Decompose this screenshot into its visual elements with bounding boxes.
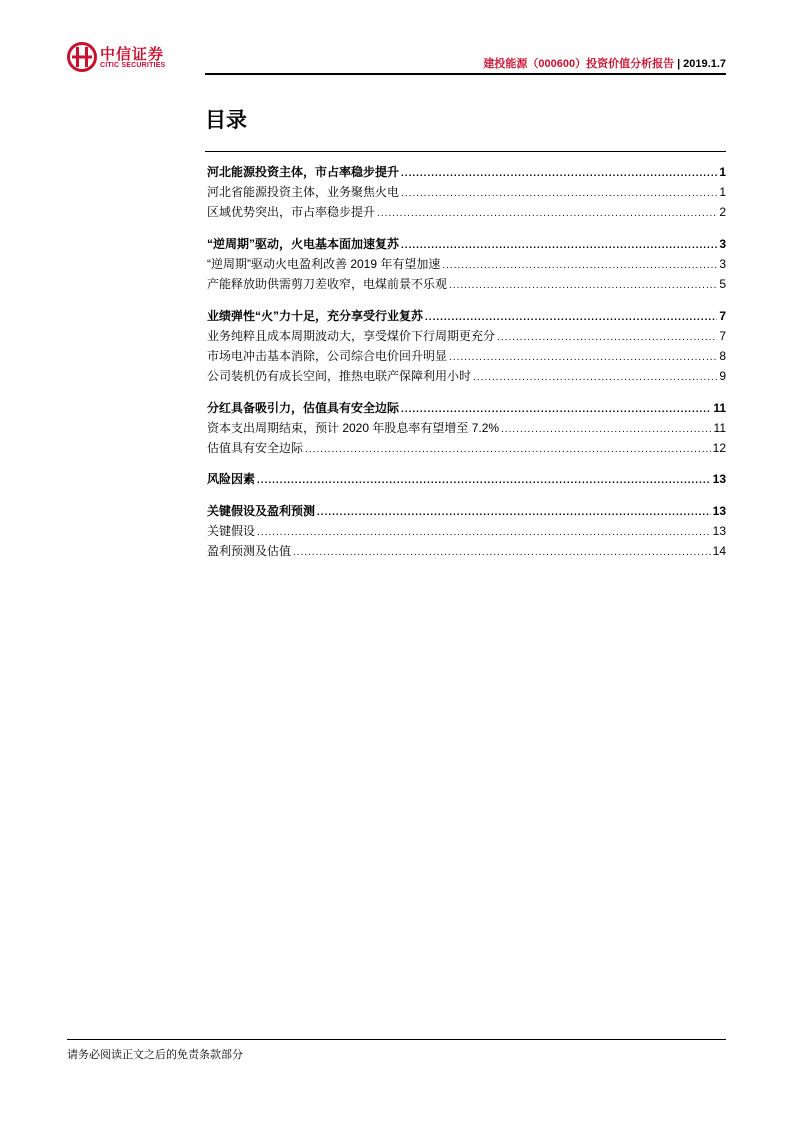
citic-logo-icon (67, 42, 97, 72)
toc-entry-page: 11 (713, 421, 726, 435)
toc-entry-title: 分红具备吸引力，估值具有安全边际 (207, 401, 400, 415)
toc-section-heading[interactable] (207, 234, 726, 254)
dot-leader (305, 440, 711, 460)
toc-entry-page: 3 (719, 257, 726, 271)
toc-subentry[interactable] (207, 182, 726, 202)
toc-section-heading[interactable] (207, 398, 726, 418)
toc-entry-page: 1 (719, 185, 726, 199)
toc-entry-title: 河北能源投资主体，市占率稳步提升 (207, 165, 400, 179)
toc-section (207, 469, 726, 489)
toc-entry-page: 12 (712, 441, 726, 455)
toc-subentry[interactable] (207, 418, 726, 438)
toc-entry-page: 1 (719, 165, 726, 179)
toc-entry-page: 7 (719, 309, 726, 323)
dot-leader (449, 276, 717, 296)
toc-section (207, 234, 726, 294)
dot-leader (501, 420, 711, 440)
toc-entry-page: 9 (719, 369, 726, 383)
toc-entry-page: 11 (713, 401, 726, 415)
report-date: 2019.1.7 (683, 58, 726, 70)
toc-entry-title: 区域优势突出，市占率稳步提升 (207, 205, 376, 219)
dot-leader (257, 471, 711, 491)
toc-entry-page: 3 (719, 237, 726, 251)
logo-english-name: CITIC SECURITIES (100, 62, 166, 69)
dot-leader (293, 543, 711, 563)
dot-leader (449, 348, 717, 368)
toc-section (207, 306, 726, 386)
toc-entry-title: 关键假设及盈利预测 (207, 504, 316, 518)
toc-title-rule (205, 151, 726, 152)
toc-entry-page: 2 (719, 205, 726, 219)
toc-section-heading[interactable] (207, 162, 726, 182)
toc-title: 目录 (205, 109, 247, 132)
toc-section (207, 162, 726, 222)
toc-entry-page: 7 (719, 329, 726, 343)
toc-subentry[interactable] (207, 521, 726, 541)
toc-entry-title: “逆周期”驱动火电盈利改善 2019 年有望加速 (207, 257, 441, 271)
dot-leader (401, 164, 717, 184)
dot-leader (497, 328, 717, 348)
toc-entry-title: 估值具有安全边际 (207, 441, 304, 455)
toc-entry-title: 业务纯粹且成本周期波动大，享受煤价下行周期更充分 (207, 329, 496, 343)
dot-leader (317, 503, 711, 523)
dot-leader (473, 368, 717, 388)
toc-entry-page: 8 (719, 349, 726, 363)
toc-subentry[interactable] (207, 346, 726, 366)
dot-leader (377, 204, 717, 224)
footer-disclaimer: 请务必阅读正文之后的免责条款部分 (67, 1049, 243, 1061)
citic-logo (67, 40, 187, 76)
toc-entry-title: 盈利预测及估值 (207, 544, 292, 558)
toc-subentry[interactable] (207, 541, 726, 561)
header-rule (205, 73, 726, 75)
toc-subentry[interactable] (207, 366, 726, 386)
dot-leader (401, 236, 717, 256)
toc-entry-page: 14 (712, 544, 726, 558)
toc-entry-page: 13 (712, 524, 726, 538)
toc-subentry[interactable] (207, 326, 726, 346)
toc-entry-title: 产能释放助供需剪刀差收窄，电煤前景不乐观 (207, 277, 448, 291)
toc-subentry[interactable] (207, 202, 726, 222)
toc-entry-title: 市场电冲击基本消除，公司综合电价回升明显 (207, 349, 448, 363)
logo-chinese-name: 中信证券 (100, 46, 165, 63)
dot-leader (401, 400, 711, 420)
header-separator: | (677, 58, 681, 70)
footer-rule (67, 1039, 726, 1040)
dot-leader (425, 308, 717, 328)
toc-section (207, 501, 726, 561)
toc-entry-title: 风险因素 (207, 472, 256, 486)
toc-entry-page: 5 (719, 277, 726, 291)
report-title: 建投能源（000600）投资价值分析报告 (483, 58, 675, 70)
toc-entry-title: 业绩弹性“火”力十足，充分享受行业复苏 (207, 309, 424, 323)
dot-leader (401, 184, 717, 204)
toc-section (207, 398, 726, 458)
toc-section-heading[interactable] (207, 501, 726, 521)
toc-entry-page: 13 (712, 472, 726, 486)
toc-section-heading[interactable] (207, 306, 726, 326)
toc-entry-title: 关键假设 (207, 524, 256, 538)
dot-leader (257, 523, 711, 543)
toc-entry-title: 河北省能源投资主体，业务聚焦火电 (207, 185, 400, 199)
toc-section-heading[interactable] (207, 469, 726, 489)
toc-subentry[interactable] (207, 274, 726, 294)
toc-subentry[interactable] (207, 438, 726, 458)
toc-entry-title: 资本支出周期结束，预计 2020 年股息率有望增至 7.2% (207, 421, 500, 435)
toc-entry-page: 13 (712, 504, 726, 518)
toc-entry-title: 公司装机仍有成长空间，推热电联产保障利用小时 (207, 369, 472, 383)
toc-entry-title: “逆周期”驱动，火电基本面加速复苏 (207, 237, 400, 251)
table-of-contents (207, 162, 726, 573)
dot-leader (442, 256, 717, 276)
toc-subentry[interactable] (207, 254, 726, 274)
report-header (483, 55, 726, 71)
